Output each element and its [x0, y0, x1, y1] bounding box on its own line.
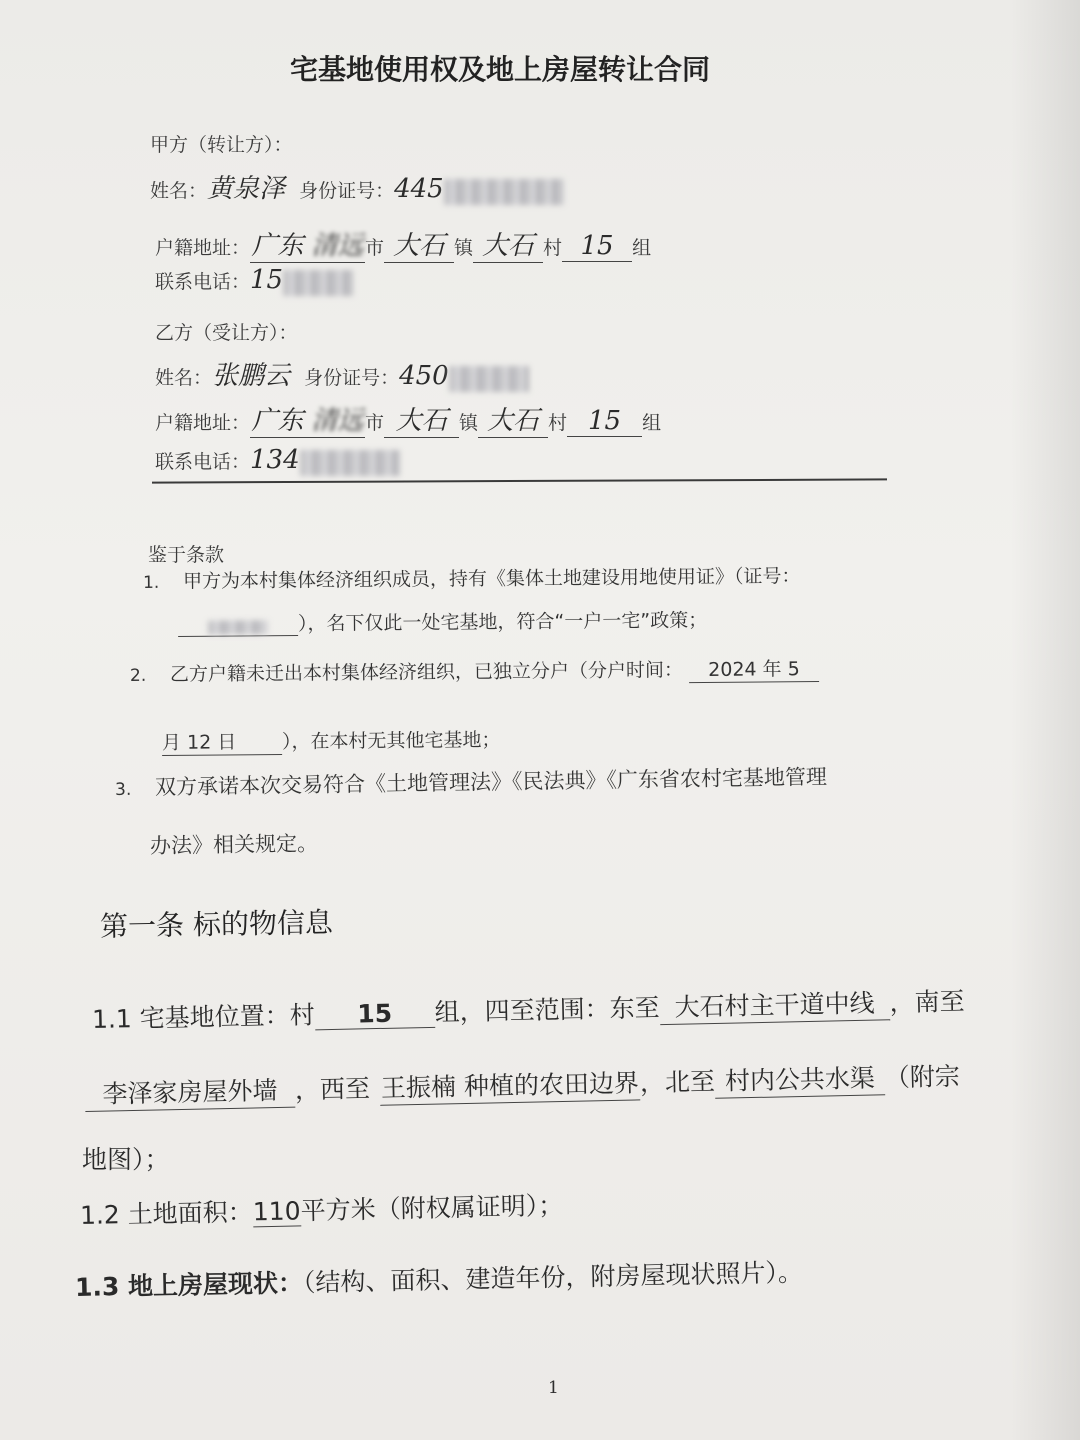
party-a-village-handwritten: 大石	[473, 225, 543, 263]
party-b-group-handwritten: 15	[567, 406, 642, 437]
party-b-name-row	[155, 355, 529, 392]
town-label: 镇	[459, 412, 479, 434]
east-boundary-fill: 大石村主干道中线	[659, 983, 890, 1025]
recital-text: ），名下仅此一处宅基地，符合“一户一宅”政策；	[297, 609, 708, 635]
party-b-name-handwritten: 张鹏云	[212, 361, 291, 391]
party-b-town-handwritten: 大石	[384, 400, 459, 438]
recital-2-line2	[162, 725, 501, 756]
item-1-1-line2	[85, 1057, 961, 1112]
recital-text: 双方承诺本次交易符合《土地管理法》《民法典》《广东省农村宅基地管理	[154, 764, 828, 800]
party-a-phone-row	[155, 265, 353, 296]
west-boundary-fill: 王振楠 种植的农田边界	[380, 1063, 641, 1105]
item-text: 组，四至范围：东至	[434, 993, 660, 1027]
recital-text: 办法》相关规定。	[149, 831, 319, 858]
north-boundary-fill: 村内公共水渠	[715, 1058, 886, 1099]
recital-2-line1	[130, 654, 819, 688]
party-a-phone-handwritten: 15	[250, 265, 284, 295]
party-a-name-row	[150, 168, 564, 205]
group-label: 组	[632, 237, 652, 259]
party-a-id-handwritten: 445	[394, 174, 444, 204]
redaction-blur	[208, 620, 268, 635]
recital-number: 2.	[129, 665, 147, 686]
recital-1-line1	[143, 561, 801, 594]
party-a-group-handwritten: 15	[562, 231, 632, 262]
item-1-1-line1	[92, 982, 965, 1037]
page-number: 1	[548, 1378, 559, 1398]
item-text: 1.1 宅基地位置：村	[91, 1000, 315, 1034]
section-divider	[152, 478, 887, 483]
city-label: 市	[365, 412, 385, 434]
item-text: ，西至	[294, 1074, 371, 1105]
recital-1-line2	[178, 605, 707, 637]
south-boundary-fill: 李泽家房屋外墙	[85, 1071, 296, 1112]
party-a-address-row	[155, 225, 651, 263]
party-b-village-handwritten: 大石	[478, 400, 548, 438]
name-label: 姓名：	[150, 180, 208, 202]
party-a-heading: 甲方（转让方）：	[150, 134, 293, 156]
recital-text: ），在本村无其他宅基地；	[281, 729, 501, 753]
item-text: （附宗	[884, 1061, 961, 1093]
recitals-heading: 鉴于条款	[148, 544, 225, 566]
id-label: 身份证号：	[304, 367, 400, 389]
item-text: 1.2 土地面积：	[79, 1197, 254, 1230]
page-edge-shadow	[1010, 0, 1080, 1440]
village-label: 村	[548, 412, 568, 434]
recital-text: 甲方为本村集体经济组织成员，持有《集体土地建设用地使用证》（证号：	[182, 565, 801, 593]
item-1-3	[75, 1253, 804, 1304]
party-a-province-city-handwritten: 广东 清远	[250, 225, 365, 263]
name-label: 姓名：	[155, 367, 213, 389]
id-label: 身份证号：	[299, 180, 395, 202]
group-fill: 15	[314, 998, 435, 1031]
address-label: 户籍地址：	[155, 237, 251, 259]
party-b-phone-handwritten: 134	[250, 445, 300, 475]
town-label: 镇	[454, 237, 474, 259]
city-label: 市	[365, 237, 385, 259]
redaction-blur	[444, 179, 564, 205]
split-date-fill: 月 12 日	[162, 727, 282, 756]
village-label: 村	[543, 237, 563, 259]
item-text: ，北至	[639, 1066, 716, 1098]
recital-text: 乙方户籍未迁出本村集体经济组织，已独立分户（分户时间：	[169, 659, 684, 686]
certificate-number-blank	[178, 615, 298, 637]
phone-label: 联系电话：	[155, 451, 251, 473]
item-1-2	[80, 1186, 564, 1232]
party-b-heading: 乙方（受让方）：	[155, 322, 298, 344]
party-a-town-handwritten: 大石	[384, 225, 454, 263]
redaction-blur	[283, 270, 353, 296]
redaction-blur	[300, 450, 400, 476]
recital-number: 1.	[142, 572, 160, 593]
address-label: 户籍地址：	[155, 412, 251, 434]
item-text: 平方米（附权属证明）；	[300, 1190, 564, 1226]
item-text: 1.3 地上房屋现状：	[74, 1268, 304, 1302]
recital-3-line1	[115, 761, 827, 802]
item-text: ，南至	[889, 986, 965, 1018]
redaction-blur	[449, 366, 529, 392]
recital-3-line2	[150, 827, 318, 860]
item-text: （结构、面积、建造年份，附房屋现状照片）。	[302, 1257, 804, 1298]
document-title: 宅基地使用权及地上房屋转让合同	[289, 53, 710, 86]
party-b-province-city-handwritten: 广东 清远	[250, 400, 365, 438]
party-b-phone-row	[155, 445, 400, 476]
item-1-1-line3: 地图）；	[82, 1145, 170, 1174]
split-date-fill: 2024 年 5	[689, 654, 819, 683]
party-b-address-row	[155, 400, 661, 438]
phone-label: 联系电话：	[155, 271, 251, 293]
recital-number: 3.	[114, 779, 132, 800]
land-area-fill: 110	[252, 1196, 301, 1227]
party-a-name-handwritten: 黄泉泽	[207, 174, 286, 204]
group-label: 组	[642, 412, 662, 434]
article-1-heading: 第一条 标的物信息	[99, 905, 334, 943]
party-b-id-handwritten: 450	[399, 361, 449, 391]
